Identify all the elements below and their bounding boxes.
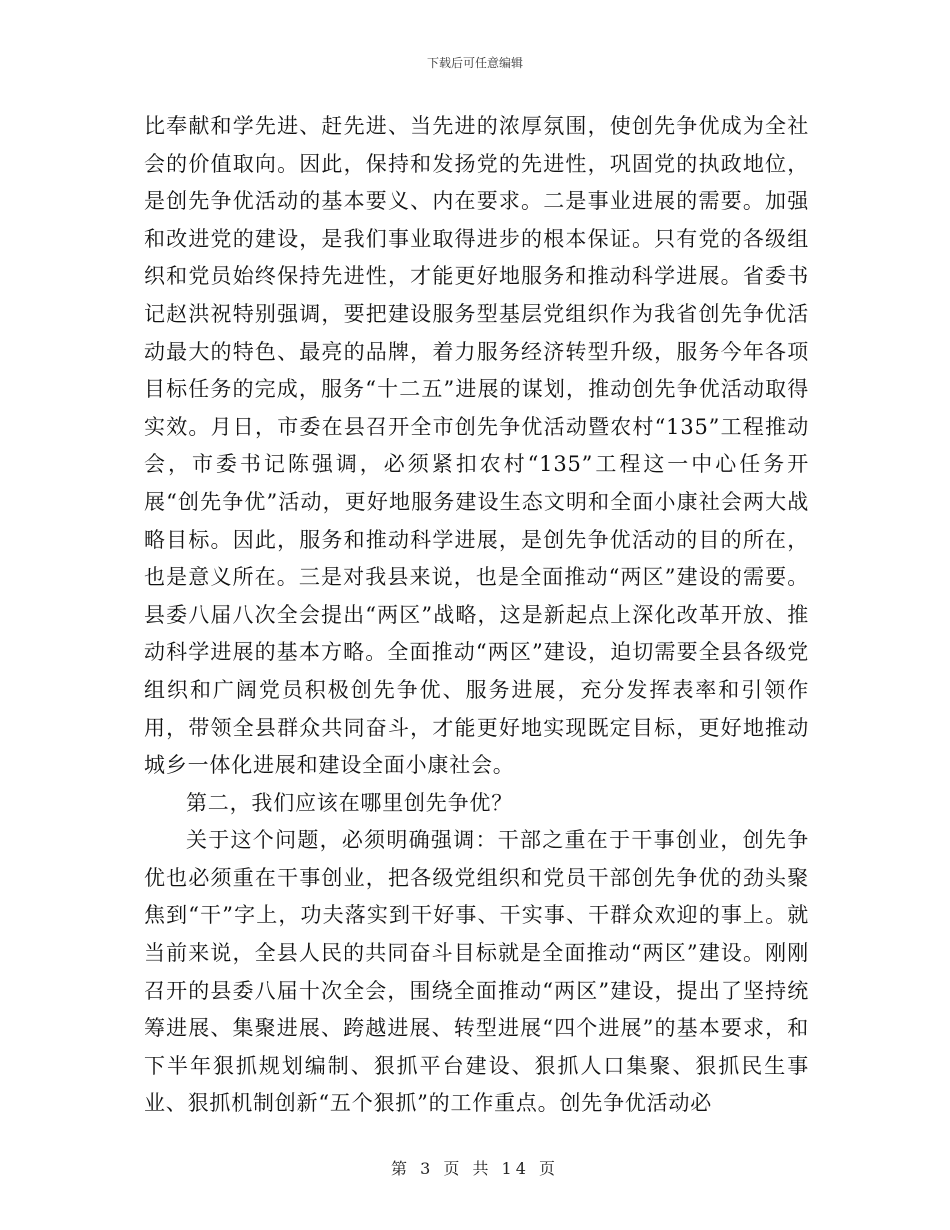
page-header: 下载后可任意编辑 bbox=[426, 56, 523, 70]
paragraph-3: 关于这个问题，必须明确强调：干部之重在于干事创业，创先争优也必须重在干事创业，把各级党组织和党员干部创先争优的劲头聚焦到“干”字上，功夫落实到干好事、干实事、干群众欢迎的事上。就当前来说，全县人民的共同奋斗目标就是全面推动“两区”建设。刚刚召开的县委八届十次全会，围绕全面推动“两区”建设，提出了坚持统筹进展、集聚进展、跨越进展、转型进展“四个进展”的基本要求，和下半年狠抓规划编制、狠抓平台建设、狠抓人口集聚、狠抓民生事业、狠抓机制创新“五个狠抓”的工作重点。创先争优活动必 bbox=[144, 828, 809, 1116]
paragraph-1: 比奉献和学先进、赶先进、当先进的浓厚氛围，使创先争优成为全社会的价值取向。因此，保持和发扬党的先进性，巩固党的执政地位，是创先争优活动的基本要义、内在要求。二是事业进展的需要。加强和改进党的建设，是我们事业取得进步的根本保证。只有党的各级组织和党员始终保持先进性，才能更好地服务和推动科学进展。省委书记赵洪祝特别强调，要把建设服务型基层党组织作为我省创先争优活动最大的特色、最亮的品牌，着力服务经济转型升级，服务今年各项目标任务的完成，服务“十二五”进展的谋划，推动创先争优活动取得实效。月日，市委在县召开全市创先争优活动暨农村“135”工程推动会，市委书记陈强调，必须紧扣农村“135”工程这一中心任务开展“创先争优”活动，更好地服务建设生态文明和全面小康社会两大战略目标。因此，服务和推动科学进展，是创先争优活动的目的所在，也是意义所在。三是对我县来说，也是全面推动“两区”建设的需要。县委八届八次全会提出“两区”战略，这是新起点上深化改革开放、推动科学进展的基本方略。全面推动“两区”建设，迫切需要全县各级党组织和广阔党员积极创先争优、服务进展，充分发挥表率和引领作用，带领全县群众共同奋斗，才能更好地实现既定目标，更好地推动城乡一体化进展和建设全面小康社会。 bbox=[144, 114, 809, 778]
paragraph-2-heading: 第二，我们应该在哪里创先争优？ bbox=[186, 790, 513, 815]
page-footer: 第 3 页 共 14 页 bbox=[391, 1159, 559, 1178]
document-body bbox=[144, 108, 809, 1123]
